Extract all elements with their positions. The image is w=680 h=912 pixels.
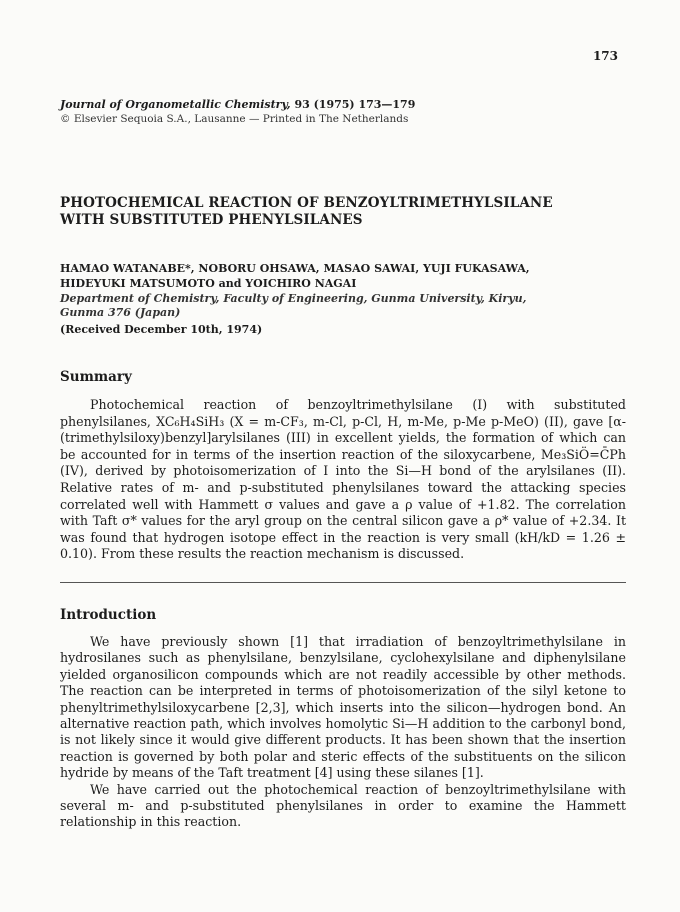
title-line-1: PHOTOCHEMICAL REACTION OF BENZOYLTRIMETHYLSILANE bbox=[60, 195, 553, 211]
authors-line-2: HIDEYUKI MATSUMOTO and YOICHIRO NAGAI bbox=[60, 277, 357, 290]
journal-citation bbox=[60, 97, 415, 112]
affiliation-line-1: Department of Chemistry, Faculty of Engineering, Gunma University, Kiryu, bbox=[60, 292, 527, 305]
summary-section bbox=[60, 397, 626, 563]
received-date: (Received December 10th, 1974) bbox=[60, 323, 263, 336]
summary-paragraph: Photochemical reaction of benzoyltrimethylsilane (I) with substituted phenylsilanes, XC₆H₄SiH₃ (X = m-CF₃, m-Cl, p-Cl, H, m-Me, p-Me p-MeO) (II), gave [α-(trimethylsiloxy)benzyl]arylsilanes (III) in excellent yields, the formation of which can be accounted for in terms of the insertion reaction of the siloxycarbene, Me₃SiÖ=C̄Ph (IV), derived by photoisomerization of I into the Si—H bond of the arylsilanes (II). Relative rates of m- and p-substituted phenylsilanes toward the attacking species correlated well with Hammett σ values and gave a ρ value of +1.82. The correlation with Taft σ* values for the aryl group on the central silicon gave a ρ* value of +2.34. It was found that hydrogen isotope effect in the reaction is very small (kH/kD = 1.26 ± 0.10). From these results the reaction mechanism is discussed. bbox=[60, 397, 626, 562]
journal-header bbox=[60, 97, 415, 127]
title-line-2: WITH SUBSTITUTED PHENYLSILANES bbox=[60, 212, 363, 228]
journal-publisher: © Elsevier Sequoia S.A., Lausanne — Printed in The Netherlands bbox=[60, 113, 409, 125]
introduction-paragraph-1: We have previously shown [1] that irradiation of benzoyltrimethylsilane in hydrosilanes such as phenylsilane, benzylsilane, cyclohexylsilane and diphenylsilane yielded organosilicon compounds which are not readily accessible by other methods. The reaction can be interpreted in terms of photoisomerization of the silyl ketone to phenyltrimethylsiloxycarbene [2,3], which inserts into the silicon—hydrogen bond. An alternative reaction path, which involves homolytic Si—H addition to the carbonyl bond, is not likely since it would give different products. It has been shown that the insertion reaction is governed by both polar and steric effects of the substituents on the silicon hydride by means of the Taft treatment [4] using these silanes [1]. bbox=[60, 634, 626, 781]
journal-name: Journal of Organometallic Chemistry, bbox=[60, 98, 291, 111]
introduction-paragraph-2: We have carried out the photochemical reaction of benzoyltrimethylsilane with several m- and p-substituted phenylsilanes in order to examine the Hammett relationship in this reaction. bbox=[60, 781, 626, 830]
affiliation-line-2: Gunma 376 (Japan) bbox=[60, 306, 181, 319]
authors-line-1: HAMAO WATANABE*, NOBORU OHSAWA, MASAO SAWAI, YUJI FUKASAWA, bbox=[60, 262, 530, 275]
page-number: 173 bbox=[592, 49, 618, 63]
journal-volume: 93 (1975) 173—179 bbox=[290, 98, 416, 111]
summary-heading: Summary bbox=[60, 369, 132, 385]
article-title bbox=[60, 195, 553, 229]
introduction-heading: Introduction bbox=[60, 607, 157, 623]
section-divider bbox=[60, 582, 626, 583]
author-list bbox=[60, 261, 530, 291]
introduction-section bbox=[60, 634, 626, 831]
affiliation bbox=[60, 292, 526, 320]
